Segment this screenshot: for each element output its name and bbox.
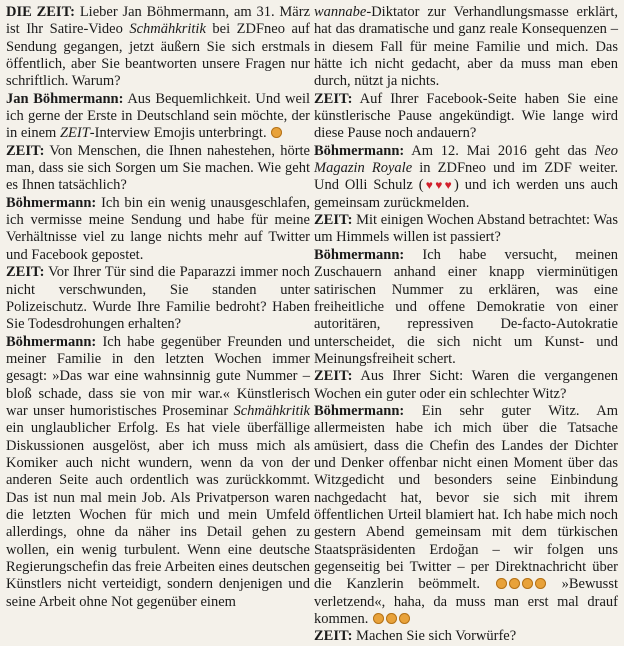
speaker-label: ZEIT: [314, 628, 353, 645]
laughing-emoji-icon [271, 127, 282, 138]
paragraph-text: Mit einigen Wochen Abstand betrachtet: Was um Himmels willen ist passiert? [314, 212, 618, 246]
paragraph-text: Aus Ihrer Sicht: Waren die vergangenen Wochen ein guter oder ein schlechter Witz? [314, 368, 619, 402]
qa-paragraph [6, 264, 310, 333]
qa-paragraph [314, 4, 618, 91]
paragraph-text: in ZDFneo und im ZDF weiter. Und Olli Schulz ( [314, 160, 618, 194]
qa-paragraph [314, 368, 618, 403]
qa-paragraph [6, 143, 310, 195]
laughing-emoji-icon [509, 578, 520, 589]
speaker-label: ZEIT: [314, 368, 353, 385]
speaker-label: Böhmermann: [6, 194, 97, 211]
qa-paragraph [6, 195, 310, 264]
paragraph-text: Aus Bequemlichkeit. Und weil ich gerne der Erste in Deutschland sein möchte, der in einem [6, 90, 311, 142]
paragraph-text: bei ZDFneo auf Sendung gegangen, jetzt äußern Sie sich erstmals öffentlich, aber Sie beantworten unsere Fragen nur schriftlich. Warum? [6, 21, 310, 90]
emoji-group [495, 576, 547, 592]
qa-paragraph [6, 4, 310, 91]
speaker-label: Böhmermann: [314, 246, 405, 263]
left-column [6, 4, 310, 611]
paragraph-text: Ein sehr guter Witz. Am allermeisten habe ich mich über die Tatsache amüsiert, dass die Chefin des Landes der Dichter und Denker offenbar nicht einen Moment über das Witzgedicht und besonders seine Einbindung nachgedacht hat, bevor sie sich mit ihrem öffentlichen Urteil blamiert hat. Ich habe mich noch gestern Abend gemeinsam mit dem türkischen Staatspräsidenten Erdoğan – wir folgen uns gegenseitig bei Twitter – per Direktnachricht über die Kanzlerin beömmelt. [314, 402, 619, 593]
italic-title: ZEIT [59, 125, 90, 142]
qa-paragraph [314, 91, 618, 143]
speaker-label: ZEIT: [314, 212, 353, 229]
speaker-label: Jan Böhmermann: [6, 90, 124, 107]
paragraph-text: Ich bin ein wenig unausgeschlafen, ich vermisse meine Sendung und habe für meine Verhältnisse viel zu lange nichts mehr auf Twitter und Facebook gepostet. [6, 194, 311, 263]
paragraph-text: Lieber Jan Böhmermann, am 31. März ist Ihr Satire-Video [6, 4, 311, 38]
paragraph-text: ) und ich werden uns auch gemeinsam zurückmelden. [314, 177, 618, 211]
laughing-emoji-icon [522, 578, 533, 589]
speaker-label: Böhmermann: [314, 402, 405, 419]
qa-paragraph [314, 212, 618, 247]
emoji-group [372, 611, 411, 627]
paragraph-text: -Diktator zur Verhandlungsmasse erklärt, hat das dramatische und ganz reale Konsequenzen – in diesem Fall für meine Familie und mich. Das hätte ich nicht gedacht, aber da muss man eben durch, nützt ja nichts. [314, 4, 618, 90]
paragraph-text: Ich habe gegenüber Freunden und meiner Familie in den letzten Wochen immer gesagt: »Das war eine wahnsinnig gute Nummer – bloß schade, dass sie von mir war.« Künstlerisch war unser humoristisches Proseminar [6, 333, 310, 419]
speaker-label: Böhmermann: [6, 333, 97, 350]
speaker-label: DIE ZEIT: [6, 4, 76, 20]
right-column [314, 4, 618, 646]
qa-paragraph [314, 247, 618, 368]
qa-paragraph [314, 403, 618, 628]
laughing-emoji-icon [535, 578, 546, 589]
paragraph-text: Vor Ihrer Tür sind die Paparazzi immer noch nicht verschwunden, Sie standen unter Polizeischutz. Wurde Ihre Familie bedroht? Haben Sie Todesdrohungen erhalten? [6, 264, 310, 333]
heart-icon: ♥♥♥ [423, 178, 455, 193]
italic-word: wannabe [314, 4, 367, 20]
laughing-emoji-icon [496, 578, 507, 589]
paragraph-text: Ich habe versucht, meinen Zuschauern anhand einer knapp vierminütigen satirischen Nummer zu erklären, was eine freiheitliche und offene Demokratie von einer autoritären, repressiven De-facto-Autokratie unterscheidet, die sich nicht um Kunst- und Meinungsfreiheit schert. [314, 246, 619, 367]
paragraph-text: Von Menschen, die Ihnen nahestehen, hörte man, dass sie sich Sorgen um Sie machen. Wie geht es Ihnen tatsächlich? [6, 142, 310, 194]
qa-paragraph [6, 334, 310, 612]
speaker-label: ZEIT: [6, 264, 45, 281]
paragraph-text: Auf Ihrer Facebook-Seite haben Sie eine künstlerische Pause angekündigt. Wie lange wird diese Pause noch andauern? [314, 90, 619, 142]
paragraph-text: Machen Sie sich Vorwürfe? [356, 628, 517, 645]
paragraph-text: »Bewusst verletzend«, haha, da muss man erst mal drauf kommen. [314, 576, 618, 628]
speaker-label: ZEIT: [6, 142, 45, 159]
paragraph-text: -Interview Emojis unterbringt. [89, 125, 267, 142]
qa-paragraph [314, 628, 618, 645]
paragraph-text: Am 12. Mai 2016 geht das [411, 142, 595, 159]
italic-title: Schmähkritik [129, 21, 206, 38]
paragraph-text: ein unglaublicher Erfolg. Es hat viele überfällige Diskussionen ausgelöst, aber ich muss mich als Komiker auch nicht wundern, wenn da von der anderen Seite auch ordentlich was zurückkommt. Das ist nun mal mein Job. Als Privatperson waren die letzten Wochen für mich und mein Umfeld allerdings, ohne da näher ins Detail gehen zu wollen, ein wenig turbulent. Wenn eine deutsche Regierungschefin das freie Arbeiten eines deutschen Künstlers nicht verteidigt, sondern denjenigen und seine Arbeit ohne Not gegenüber einem [6, 420, 310, 610]
italic-title: Neo Magazin Royale [314, 142, 618, 177]
speaker-label: Böhmermann: [314, 142, 405, 159]
speaker-label: ZEIT: [314, 90, 353, 107]
italic-title: Schmähkritik [233, 402, 310, 419]
qa-paragraph [6, 91, 310, 143]
qa-paragraph [314, 143, 618, 212]
